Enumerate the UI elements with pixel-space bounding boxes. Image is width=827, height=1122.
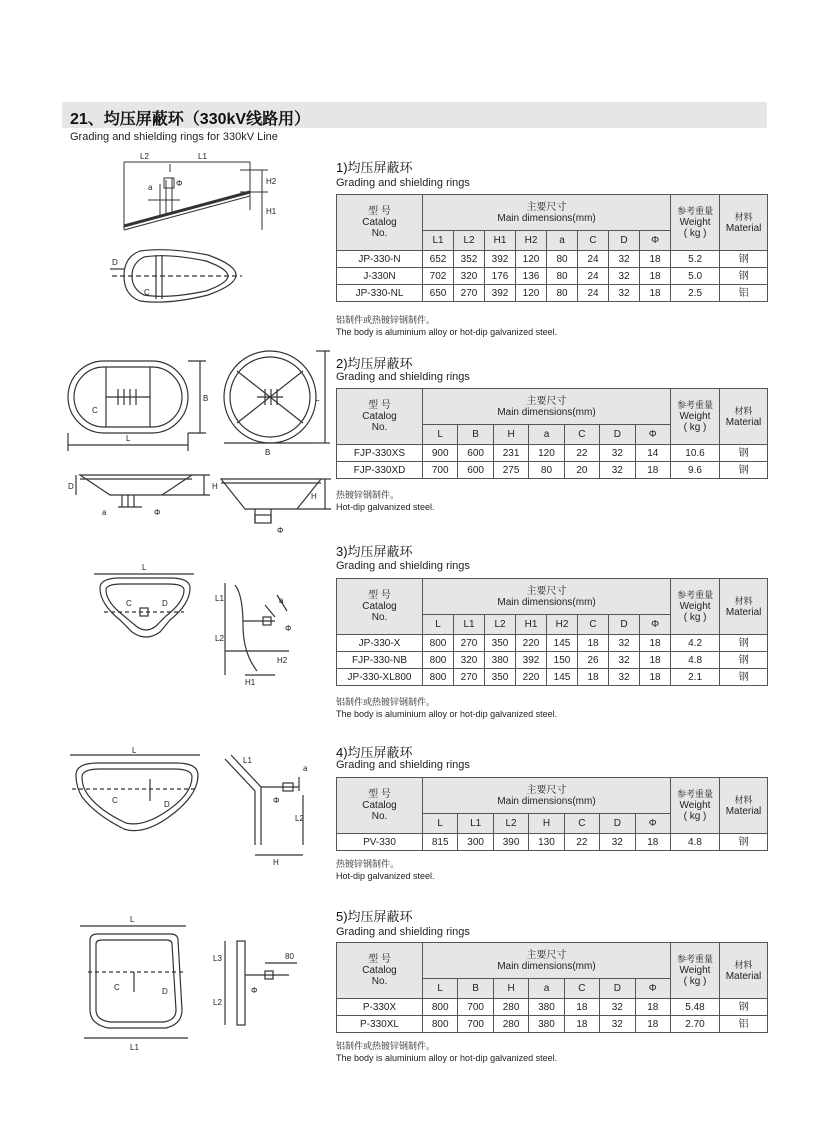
material-cell: 铝 (720, 285, 768, 302)
material-header: 材料 Material (720, 579, 768, 635)
dim-cell: 80 (529, 462, 564, 479)
dim-cell: 800 (423, 999, 458, 1016)
dim-label: Φ (277, 526, 284, 535)
dim-cell: 800 (423, 1016, 458, 1033)
column-header: C (564, 979, 599, 999)
model-cell: FJP-330XD (337, 462, 423, 479)
dim-label: a (303, 764, 308, 773)
dim-cell: 18 (640, 251, 671, 268)
dim-label: Φ (176, 179, 183, 188)
column-header: L2 (493, 814, 528, 834)
dim-cell: 18 (635, 462, 670, 479)
column-header: D (609, 231, 640, 251)
dim-cell: 18 (578, 669, 609, 686)
dim-cell: 392 (516, 652, 547, 669)
material-cell: 铝 (720, 1016, 768, 1033)
dim-cell: 150 (547, 652, 578, 669)
dim-cell: 32 (609, 268, 640, 285)
dim-cell: 800 (423, 635, 454, 652)
column-header: Φ (640, 615, 671, 635)
table-row (337, 1016, 768, 1033)
dim-label: B (203, 394, 209, 403)
figure-4-front-view (62, 745, 212, 845)
dim-label: a (102, 508, 107, 517)
section-3-title: 3)均压屏蔽环 (336, 544, 413, 559)
dim-cell: 80 (547, 251, 578, 268)
table-row (337, 652, 768, 669)
dim-cell: 18 (564, 999, 599, 1016)
column-header: Φ (635, 814, 670, 834)
dim-cell: 390 (493, 834, 528, 851)
column-header: C (564, 814, 599, 834)
dim-cell: 275 (493, 462, 528, 479)
dim-cell: 176 (485, 268, 516, 285)
material-cell: 钢 (720, 462, 768, 479)
table-row (337, 669, 768, 686)
dim-cell: 350 (485, 635, 516, 652)
dim-cell: 380 (485, 652, 516, 669)
table-row (337, 999, 768, 1016)
dim-cell: 18 (640, 635, 671, 652)
weight-cell: 4.8 (671, 652, 720, 669)
column-header: L (423, 615, 454, 635)
column-header: Φ (640, 231, 671, 251)
column-header: H1 (485, 231, 516, 251)
dim-cell: 18 (640, 652, 671, 669)
dim-label: H1 (245, 678, 256, 687)
material-cell: 钢 (720, 251, 768, 268)
dim-label: L (142, 563, 147, 572)
catalog-header: 型 号 Catalog No. (337, 389, 423, 445)
page-title: 21、均压屏蔽环（330kV线路用） (70, 111, 311, 128)
dim-label: a (148, 183, 153, 192)
section-1-title: 1)均压屏蔽环 (336, 160, 413, 175)
dim-cell: 145 (547, 669, 578, 686)
dim-cell: 270 (454, 285, 485, 302)
dim-label: L2 (140, 152, 149, 161)
section-3-note: 铝制件或热镀锌钢制件。 The body is aluminium alloy or hot-dip galvanized steel. (336, 697, 558, 719)
dim-cell: 22 (564, 445, 599, 462)
model-cell: PV-330 (337, 834, 423, 851)
column-header: L1 (454, 615, 485, 635)
dim-label: B (265, 448, 271, 457)
column-header: L (423, 979, 458, 999)
section-1-table (336, 194, 768, 302)
dim-label: H (311, 492, 317, 501)
table-row (337, 445, 768, 462)
dim-cell: 702 (423, 268, 454, 285)
dim-label: L (132, 746, 137, 755)
dim-label: L1 (198, 152, 207, 161)
dim-label: C (126, 599, 132, 608)
section-5-table (336, 942, 768, 1033)
dim-cell: 300 (458, 834, 493, 851)
weight-cell: 4.8 (671, 834, 720, 851)
section-3-table (336, 578, 768, 686)
table-row (337, 462, 768, 479)
column-header: L2 (454, 231, 485, 251)
material-cell: 钢 (720, 669, 768, 686)
dim-cell: 650 (423, 285, 454, 302)
column-header: L (423, 814, 458, 834)
dim-label: Φ (285, 624, 292, 633)
dim-label: L2 (215, 634, 224, 643)
dim-cell: 18 (635, 999, 670, 1016)
weight-header: 参考重量 Weight ( kg ) (671, 389, 720, 445)
dim-label: H (212, 482, 218, 491)
model-cell: JP-330-NL (337, 285, 423, 302)
dim-label: L1 (130, 1043, 139, 1052)
catalog-header: 型 号 Catalog No. (337, 778, 423, 834)
dim-cell: 280 (493, 1016, 528, 1033)
dim-label: C (114, 983, 120, 992)
figure-2-side-view-b (215, 465, 335, 540)
figure-2-round-view (215, 345, 335, 460)
dim-cell: 18 (564, 1016, 599, 1033)
figure-1-plan-view (108, 245, 248, 310)
dim-cell: 136 (516, 268, 547, 285)
column-header: H1 (516, 615, 547, 635)
dim-cell: 700 (458, 999, 493, 1016)
dim-cell: 815 (423, 834, 458, 851)
weight-header: 参考重量 Weight ( kg ) (671, 579, 720, 635)
dim-cell: 231 (493, 445, 528, 462)
column-header: L2 (485, 615, 516, 635)
section-2-title: 2)均压屏蔽环 (336, 356, 413, 371)
column-header: B (458, 425, 493, 445)
material-cell: 钢 (720, 635, 768, 652)
column-header: D (600, 425, 635, 445)
dim-cell: 145 (547, 635, 578, 652)
model-cell: FJP-330-NB (337, 652, 423, 669)
section-2-subtitle: Grading and shielding rings (336, 371, 470, 383)
dim-cell: 320 (454, 268, 485, 285)
dim-cell: 24 (578, 268, 609, 285)
figure-2-side-view (62, 465, 222, 525)
dim-cell: 380 (529, 1016, 564, 1033)
material-cell: 钢 (720, 268, 768, 285)
column-header: B (458, 979, 493, 999)
dim-cell: 20 (564, 462, 599, 479)
dim-cell: 130 (529, 834, 564, 851)
dim-cell: 800 (423, 652, 454, 669)
weight-cell: 2.5 (671, 285, 720, 302)
dim-cell: 80 (547, 268, 578, 285)
weight-header: 参考重量 Weight ( kg ) (671, 943, 720, 999)
column-header: H2 (516, 231, 547, 251)
dim-cell: 32 (600, 1016, 635, 1033)
dim-cell: 80 (547, 285, 578, 302)
section-1-subtitle: Grading and shielding rings (336, 177, 470, 189)
column-header: L1 (423, 231, 454, 251)
dim-label: C (92, 406, 98, 415)
dim-label: H2 (266, 177, 277, 186)
column-header: a (547, 231, 578, 251)
dims-header: 主要尺寸 Main dimensions(mm) (423, 389, 671, 425)
dim-cell: 900 (423, 445, 458, 462)
dim-label: L2 (213, 998, 222, 1007)
dim-cell: 18 (640, 285, 671, 302)
section-4-table (336, 777, 768, 851)
dim-cell: 18 (578, 635, 609, 652)
dim-label: L1 (243, 756, 252, 765)
model-cell: JP-330-XL800 (337, 669, 423, 686)
dim-label: C (112, 796, 118, 805)
dim-label: D (162, 599, 168, 608)
page-subtitle: Grading and shielding rings for 330kV Line (70, 131, 278, 143)
dim-cell: 22 (564, 834, 599, 851)
section-5-title: 5)均压屏蔽环 (336, 909, 413, 924)
dim-cell: 270 (454, 669, 485, 686)
figure-2-front-view (62, 355, 222, 460)
dim-label: C (144, 288, 150, 297)
dim-cell: 18 (640, 268, 671, 285)
material-cell: 钢 (720, 445, 768, 462)
dim-cell: 24 (578, 251, 609, 268)
dim-cell: 32 (600, 834, 635, 851)
figure-3-side-view (205, 575, 310, 690)
column-header: D (600, 979, 635, 999)
material-cell: 钢 (720, 834, 768, 851)
column-header: H (493, 979, 528, 999)
catalog-header: 型 号 Catalog No. (337, 943, 423, 999)
dim-cell: 800 (423, 669, 454, 686)
section-4-title: 4)均压屏蔽环 (336, 745, 413, 760)
weight-header: 参考重量 Weight ( kg ) (671, 195, 720, 251)
dim-cell: 392 (485, 285, 516, 302)
section-5-note: 铝制件或热镀锌钢制件。 The body is aluminium alloy or hot-dip galvanized steel. (336, 1041, 558, 1063)
dims-header: 主要尺寸 Main dimensions(mm) (423, 778, 671, 814)
model-cell: J-330N (337, 268, 423, 285)
weight-cell: 5.48 (671, 999, 720, 1016)
column-header: L1 (458, 814, 493, 834)
dim-label: 80 (285, 952, 294, 961)
figure-5-side-view (205, 935, 315, 1035)
column-header: H (529, 814, 564, 834)
model-cell: P-330XL (337, 1016, 423, 1033)
section-3-subtitle: Grading and shielding rings (336, 560, 470, 572)
dim-cell: 352 (454, 251, 485, 268)
table-header-row (337, 195, 768, 231)
column-header: H2 (547, 615, 578, 635)
section-5-subtitle: Grading and shielding rings (336, 926, 470, 938)
dim-label: L3 (213, 954, 222, 963)
material-header: 材料 Material (720, 943, 768, 999)
column-header: C (564, 425, 599, 445)
dim-cell: 120 (516, 251, 547, 268)
weight-cell: 5.2 (671, 251, 720, 268)
dims-header: 主要尺寸 Main dimensions(mm) (423, 943, 671, 979)
column-header: Φ (635, 425, 670, 445)
dim-cell: 18 (635, 1016, 670, 1033)
model-cell: JP-330-N (337, 251, 423, 268)
dims-header: 主要尺寸 Main dimensions(mm) (423, 579, 671, 615)
column-header: D (609, 615, 640, 635)
column-header: a (529, 425, 564, 445)
dim-cell: 600 (458, 445, 493, 462)
material-cell: 钢 (720, 652, 768, 669)
dim-cell: 700 (423, 462, 458, 479)
section-2-note: 热镀锌钢制件。 Hot-dip galvanized steel. (336, 490, 435, 512)
weight-cell: 5.0 (671, 268, 720, 285)
dim-cell: 220 (516, 635, 547, 652)
dim-cell: 32 (600, 462, 635, 479)
table-row (337, 268, 768, 285)
dim-label: a (279, 596, 284, 605)
dim-cell: 652 (423, 251, 454, 268)
weight-cell: 10.6 (671, 445, 720, 462)
dim-label: H (273, 858, 279, 867)
dim-label: L1 (215, 594, 224, 603)
column-header: H (493, 425, 528, 445)
figure-1-side-view (110, 150, 280, 240)
section-4-subtitle: Grading and shielding rings (336, 759, 470, 771)
model-cell: P-330X (337, 999, 423, 1016)
weight-cell: 9.6 (671, 462, 720, 479)
dim-cell: 32 (600, 445, 635, 462)
catalog-header: 型 号 Catalog No. (337, 195, 423, 251)
dim-cell: 280 (493, 999, 528, 1016)
column-header: C (578, 615, 609, 635)
dims-header: 主要尺寸 Main dimensions(mm) (423, 195, 671, 231)
dim-label: L (315, 394, 320, 403)
table-row (337, 635, 768, 652)
catalog-header: 型 号 Catalog No. (337, 579, 423, 635)
weight-cell: 2.70 (671, 1016, 720, 1033)
table-row (337, 834, 768, 851)
dim-cell: 18 (635, 834, 670, 851)
dim-cell: 600 (458, 462, 493, 479)
figure-3-front-view (90, 560, 210, 650)
column-header: D (600, 814, 635, 834)
dim-cell: 120 (516, 285, 547, 302)
dim-cell: 32 (609, 285, 640, 302)
dim-label: D (68, 482, 74, 491)
dim-label: L (126, 434, 131, 443)
section-4-note: 热镀锌钢制件。 Hot-dip galvanized steel. (336, 859, 435, 881)
dim-label: L (130, 915, 135, 924)
weight-cell: 2.1 (671, 669, 720, 686)
material-cell: 钢 (720, 999, 768, 1016)
dim-cell: 32 (600, 999, 635, 1016)
weight-cell: 4.2 (671, 635, 720, 652)
dim-label: L2 (295, 814, 304, 823)
model-cell: FJP-330XS (337, 445, 423, 462)
dim-cell: 700 (458, 1016, 493, 1033)
dim-cell: 350 (485, 669, 516, 686)
figure-5-front-view (68, 912, 208, 1057)
dim-cell: 32 (609, 669, 640, 686)
dim-cell: 32 (609, 652, 640, 669)
material-header: 材料 Material (720, 195, 768, 251)
dim-label: D (164, 800, 170, 809)
dim-cell: 380 (529, 999, 564, 1016)
dim-label: H1 (266, 207, 277, 216)
column-header: a (529, 979, 564, 999)
material-header: 材料 Material (720, 389, 768, 445)
column-header: C (578, 231, 609, 251)
dim-cell: 120 (529, 445, 564, 462)
column-header: Φ (635, 979, 670, 999)
dim-label: H2 (277, 656, 288, 665)
dim-cell: 14 (635, 445, 670, 462)
dim-cell: 18 (640, 669, 671, 686)
column-header: L (423, 425, 458, 445)
dim-cell: 392 (485, 251, 516, 268)
dim-cell: 32 (609, 635, 640, 652)
model-cell: JP-330-X (337, 635, 423, 652)
dim-cell: 32 (609, 251, 640, 268)
section-2-table (336, 388, 768, 479)
dim-cell: 24 (578, 285, 609, 302)
table-row (337, 285, 768, 302)
dim-cell: 26 (578, 652, 609, 669)
figure-4-side-view (215, 745, 315, 870)
dim-cell: 320 (454, 652, 485, 669)
table-row (337, 251, 768, 268)
dim-cell: 270 (454, 635, 485, 652)
material-header: 材料 Material (720, 778, 768, 834)
dim-label: D (112, 258, 118, 267)
dim-cell: 220 (516, 669, 547, 686)
weight-header: 参考重量 Weight ( kg ) (671, 778, 720, 834)
section-1-note: 铝制件或热镀锌钢制件。 The body is aluminium alloy or hot-dip galvanized steel. (336, 315, 558, 337)
dim-label: D (162, 987, 168, 996)
dim-label: Φ (154, 508, 161, 517)
dim-label: Φ (273, 796, 280, 805)
dim-label: Φ (251, 986, 258, 995)
